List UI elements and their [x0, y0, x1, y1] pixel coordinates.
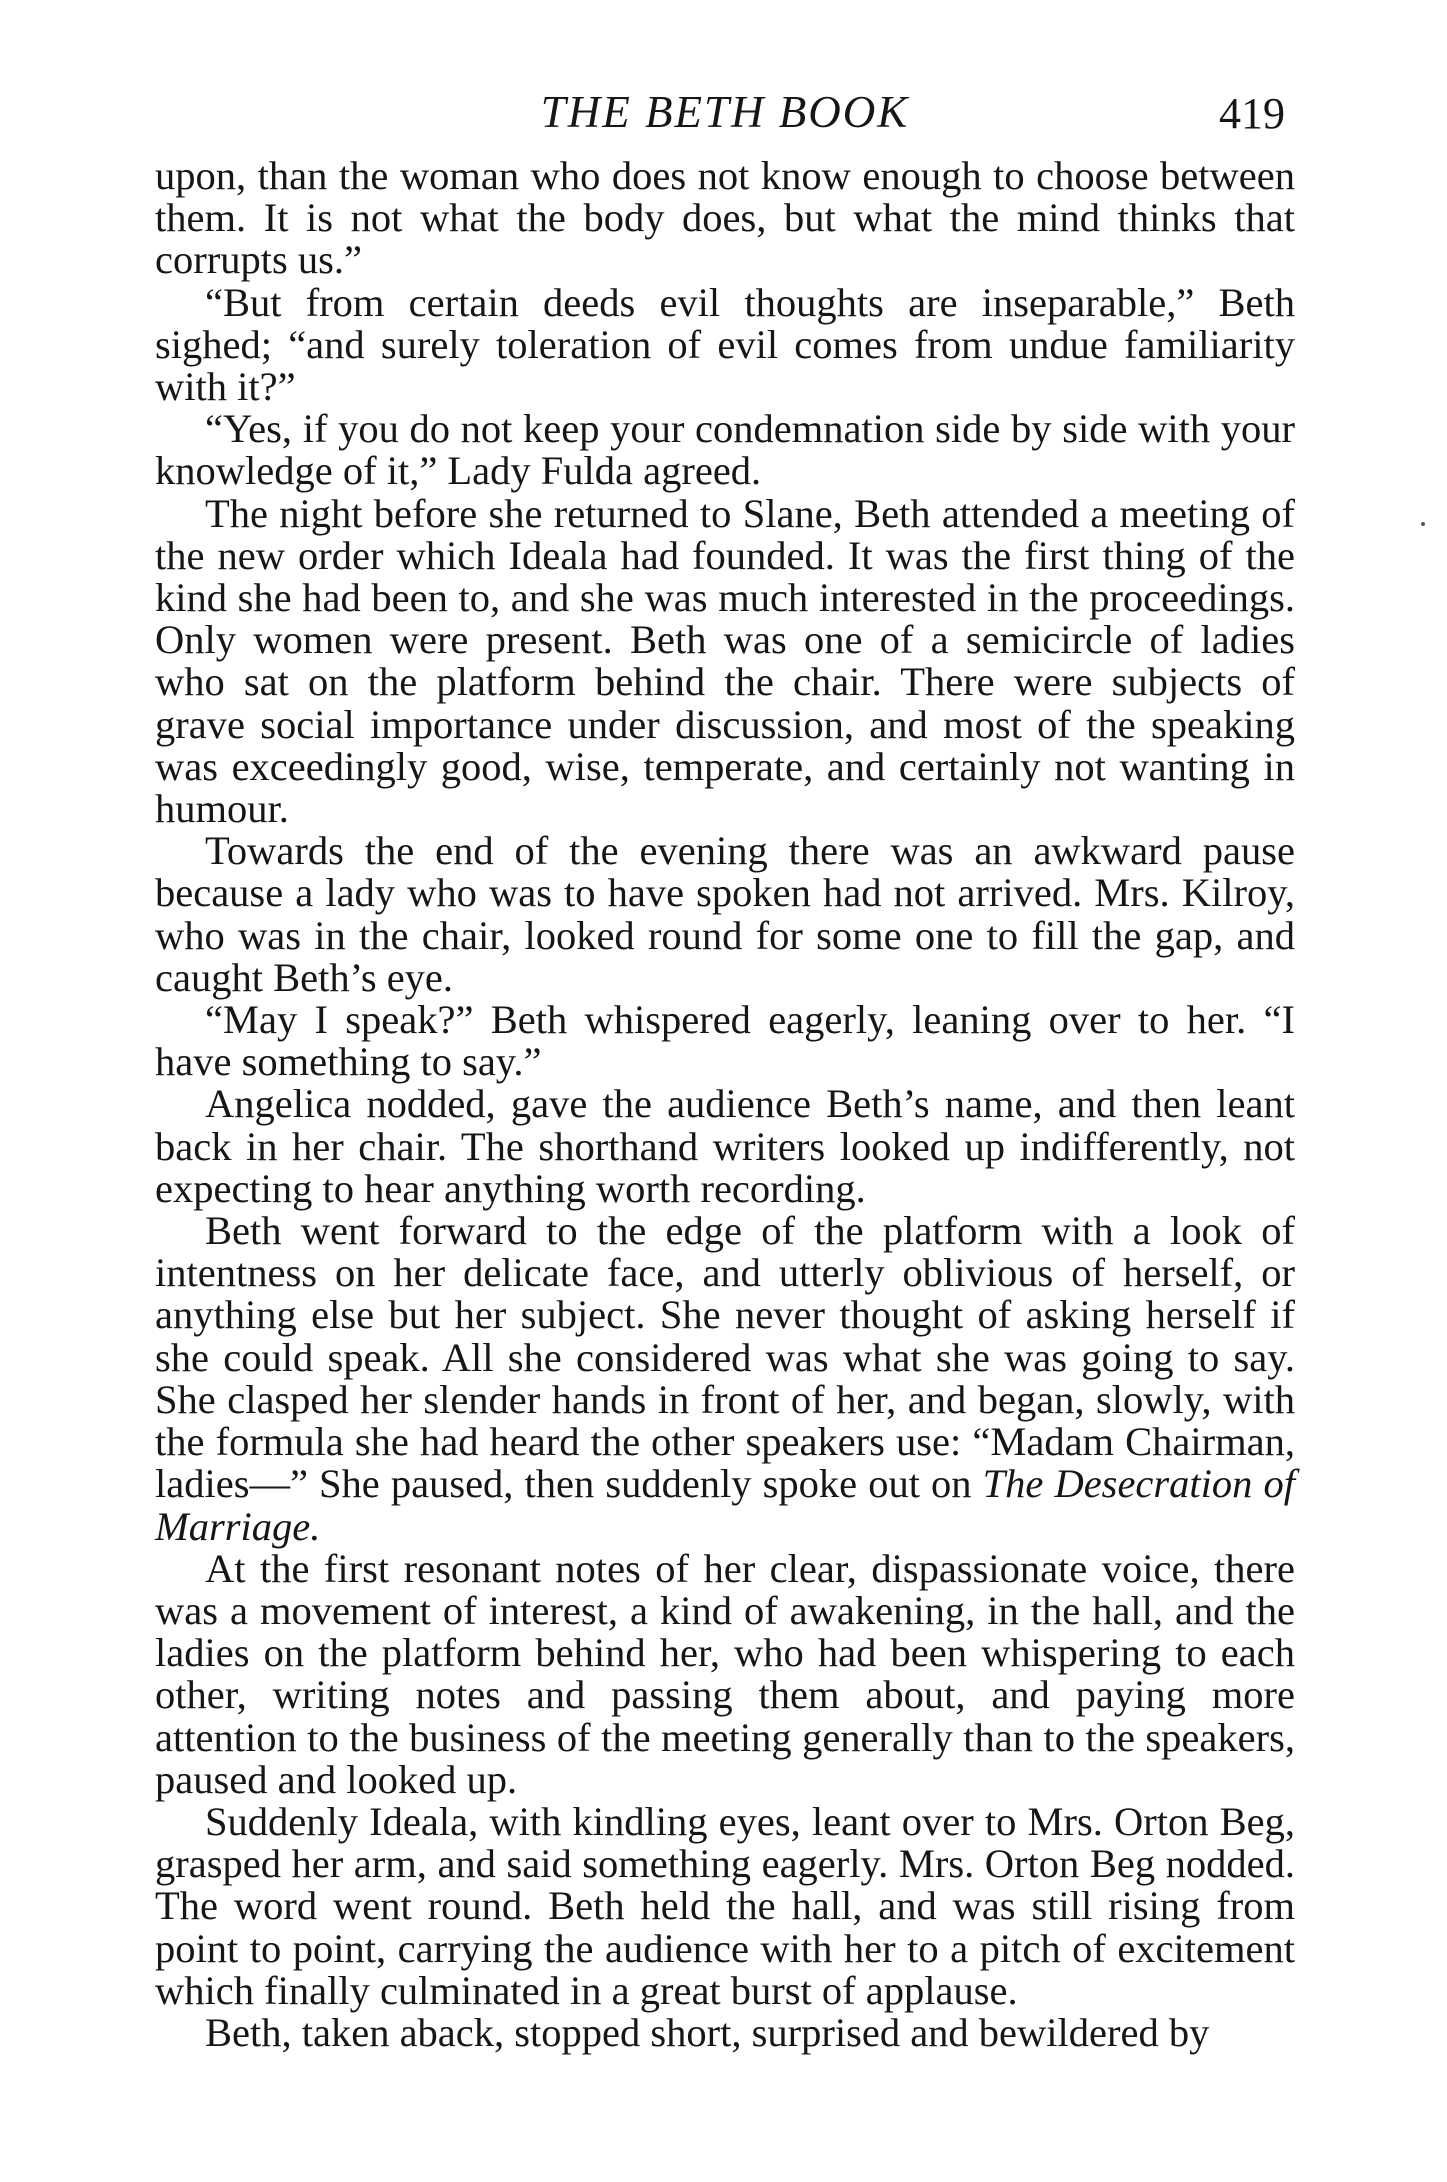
body-text: [155, 155, 1295, 2054]
scan-speck: [1421, 522, 1425, 526]
paragraph-7: Angelica nodded, gave the audience Beth’s name, and then leant back in her chair. The shorthand writers looked up indifferently, not expecting to hear anything worth recording.: [155, 1081, 1295, 1211]
paragraph-1: upon, than the woman who does not know enough to choose between them. It is not what the body does, but what the mind thinks that corrupts us.”: [155, 153, 1295, 283]
paragraph-11: Beth, taken aback, stopped short, surprised and bewildered by: [205, 2009, 1210, 2055]
paragraph-8-text: Beth went forward to the edge of the platform with a look of intentness on her delicate face, and utterly oblivious of herself, or anything else but her subject. She never thought of asking herself if she could speak. All she considered was what she was going to say. She clasped her slender hands in front of her, and began, slowly, with the formula she had heard the other speakers use: “Madam Chairman, ladies—” She paused, then suddenly spoke out on: [155, 1208, 1295, 1507]
paragraph-10: Suddenly Ideala, with kindling eyes, leant over to Mrs. Orton Beg, grasped her arm, and said something eagerly. Mrs. Orton Beg nodded. The word went round. Beth held the hall, and was still rising from point to point, carrying the audience with her to a pitch of excitement which finally culminated in a great burst of applause.: [155, 1798, 1295, 2013]
paragraph-9: At the first resonant notes of her clear, dispassionate voice, there was a movement of interest, a kind of awakening, in the hall, and the ladies on the platform behind her, who had been whispering to each other, writing notes and passing them about, and paying more attention to the business of the meeting generally than to the speakers, paused and looked up.: [155, 1545, 1295, 1802]
paragraph-5: Towards the end of the evening there was an awkward pause because a lady who was to have spoken had not arrived. Mrs. Kilroy, who was in the chair, looked round for some one to fill the gap, and caught Beth’s eye.: [155, 828, 1295, 1000]
paragraph-2: “But from certain deeds evil thoughts are inseparable,” Beth sighed; “and surely toleration of evil comes from undue familiarity with it?”: [155, 279, 1295, 410]
paragraph-3: “Yes, if you do not keep your condemnation side by side with your knowledge of it,” Lady Fulda agreed.: [155, 406, 1295, 494]
paragraph-8: [155, 1210, 1295, 1548]
speech-title: The Desecration of Marriage.: [155, 1461, 1295, 1549]
paragraph-6: “May I speak?” Beth whispered eagerly, leaning over to her. “I have something to say.”: [155, 997, 1295, 1085]
page-number: 419: [1219, 89, 1285, 138]
running-title: THE BETH BOOK: [540, 87, 910, 137]
paragraph-4: The night before she returned to Slane, Beth attended a meeting of the new order which Ideala had founded. It was the first thing of the kind she had been to, and she was much interested in the proceedings. Only women were present. Beth was one of a semicircle of ladies who sat on the platform behind the chair. There were subjects of grave social importance under discussion, and most of the speaking was exceedingly good, wise, temperate, and certainly not wanting in humour.: [155, 490, 1295, 832]
running-head: [155, 82, 1295, 142]
